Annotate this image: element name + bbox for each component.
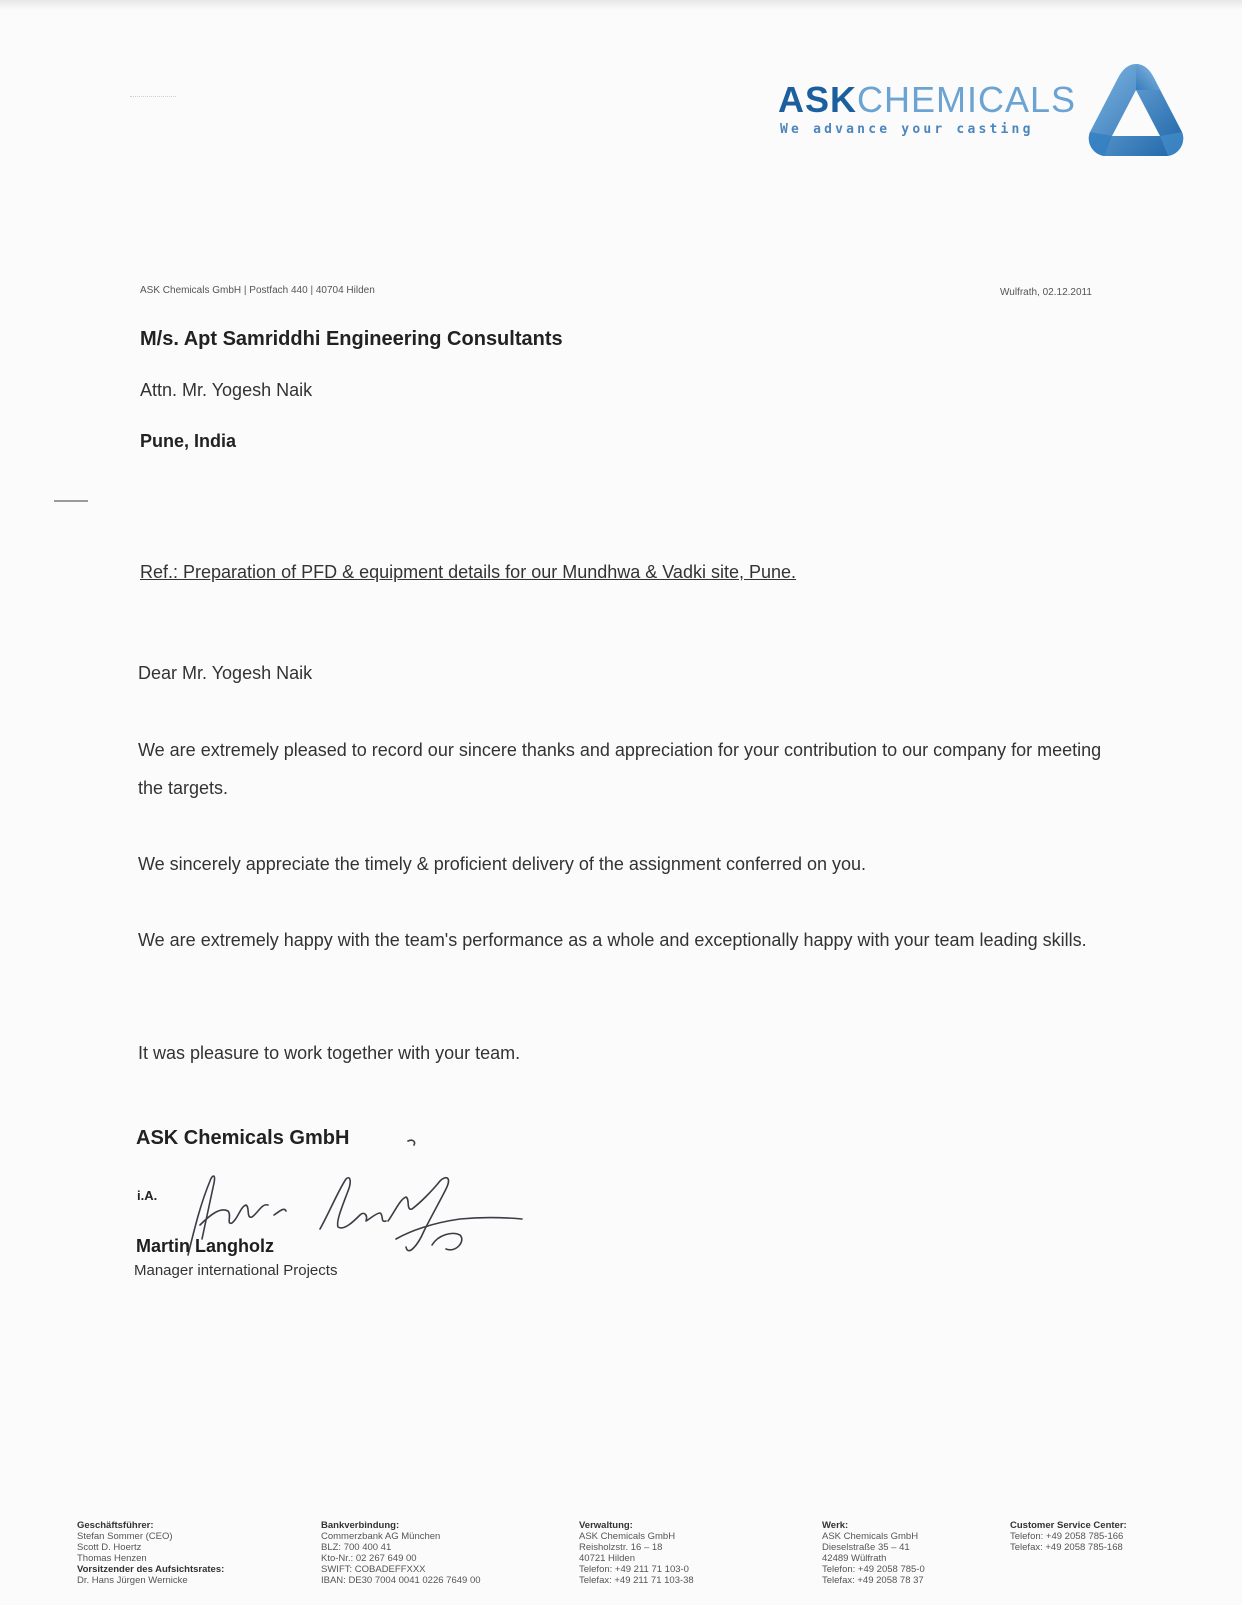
footer-line: Dr. Hans Jürgen Wernicke	[77, 1575, 188, 1586]
footer-line: Telefon: +49 2058 785-166	[1010, 1531, 1124, 1542]
body-paragraph: We are extremely happy with the team's performance as a whole and exceptionally happy with your team leading skills.	[138, 930, 1087, 950]
footer-heading: Customer Service Center:	[1010, 1520, 1127, 1531]
signatory-title: Manager international Projects	[134, 1262, 338, 1279]
logo-wordmark	[778, 79, 1077, 120]
ask-chemicals-triangle-logo-icon	[1086, 60, 1186, 160]
footer-line: Telefon: +49 2058 785-0	[822, 1564, 925, 1575]
footer-line: Telefax: +49 2058 78 37	[822, 1575, 924, 1586]
footer-heading: Werk:	[822, 1520, 849, 1531]
footer-heading: Bankverbindung:	[321, 1520, 400, 1531]
recipient-city: Pune, India	[140, 431, 237, 451]
sender-address-line: ASK Chemicals GmbH | Postfach 440 | 40704 Hilden	[140, 285, 375, 296]
scan-artifact	[130, 96, 176, 103]
body-paragraph: We are extremely pleased to record our sincere thanks and appreciation for your contribution to our company for meeting the targets.	[138, 740, 1102, 798]
footer-line: Stefan Sommer (CEO)	[77, 1531, 173, 1542]
signature-company: ASK Chemicals GmbH	[136, 1127, 350, 1149]
footer-line: BLZ: 700 400 41	[321, 1542, 392, 1553]
company-logo	[778, 60, 1188, 160]
footer-heading: Verwaltung:	[579, 1520, 633, 1531]
footer-management	[77, 1520, 224, 1586]
footer-line: Telefax: +49 211 71 103-38	[579, 1575, 694, 1586]
footer-line: Kto-Nr.: 02 267 649 00	[321, 1553, 417, 1564]
recipient-attention: Attn. Mr. Yogesh Naik	[140, 380, 313, 400]
signature-ia: i.A.	[137, 1188, 158, 1203]
footer-heading: Geschäftsführer:	[77, 1520, 154, 1531]
letter-date: Wulfrath, 02.12.2011	[1000, 287, 1092, 298]
fold-mark	[54, 500, 88, 502]
footer-line: Commerzbank AG München	[321, 1531, 441, 1542]
footer-heading: Vorsitzender des Aufsichtsrates:	[77, 1564, 225, 1575]
footer-plant	[822, 1520, 925, 1586]
footer-line: Telefax: +49 2058 785-168	[1010, 1542, 1123, 1553]
logo-ask-text: ASK	[778, 79, 858, 120]
footer-customer-service	[1010, 1520, 1127, 1553]
footer-line: Telefon: +49 211 71 103-0	[579, 1564, 689, 1575]
body-paragraph: We sincerely appreciate the timely & proficient delivery of the assignment conferred on you.	[138, 854, 867, 874]
footer-line: ASK Chemicals GmbH	[822, 1531, 919, 1542]
logo-tagline: We advance your casting	[780, 122, 1034, 137]
signatory-name: Martin Langholz	[136, 1236, 274, 1256]
footer-line: Scott D. Hoertz	[77, 1542, 142, 1553]
footer-administration	[579, 1520, 694, 1586]
footer-line: 42489 Wülfrath	[822, 1553, 887, 1564]
footer-line: IBAN: DE30 7004 0041 0226 7649 00	[321, 1575, 481, 1586]
footer-line: 40721 Hilden	[579, 1553, 635, 1564]
scan-shadow	[0, 0, 1242, 10]
footer-line: ASK Chemicals GmbH	[579, 1531, 676, 1542]
footer-line: Thomas Henzen	[77, 1553, 147, 1564]
footer-line: Reisholzstr. 16 – 18	[579, 1542, 663, 1553]
footer-line: Dieselstraße 35 – 41	[822, 1542, 910, 1553]
salutation: Dear Mr. Yogesh Naik	[138, 663, 313, 683]
logo-chemicals-text: CHEMICALS	[857, 79, 1077, 120]
footer-line: SWIFT: COBADEFFXXX	[321, 1564, 426, 1575]
reference-line: Ref.: Preparation of PFD & equipment details for our Mundhwa & Vadki site, Pune.	[140, 562, 797, 582]
recipient-name: M/s. Apt Samriddhi Engineering Consultants	[140, 328, 563, 350]
footer-bank	[321, 1520, 481, 1586]
body-paragraph: It was pleasure to work together with your team.	[138, 1043, 521, 1063]
